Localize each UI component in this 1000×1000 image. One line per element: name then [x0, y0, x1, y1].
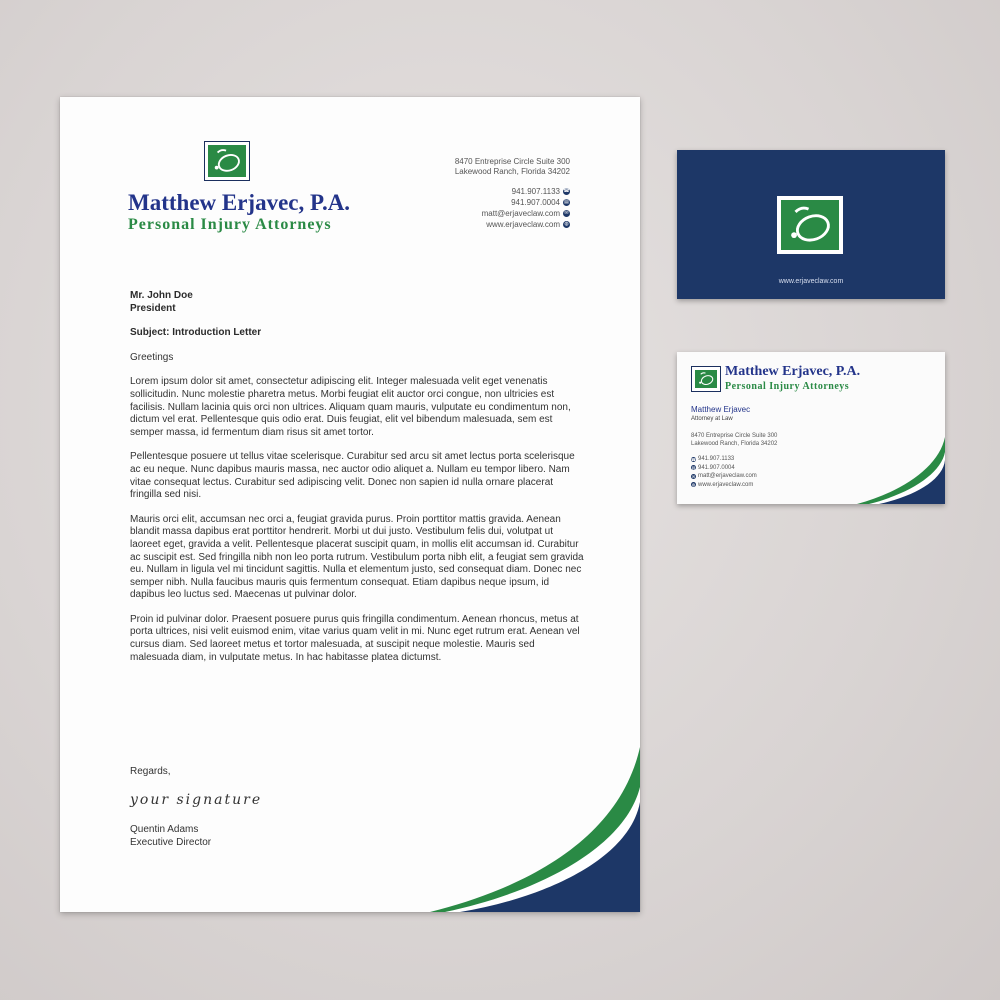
signer-title: Executive Director [130, 837, 212, 848]
business-card-back [677, 150, 945, 299]
card-url[interactable]: www.erjaveclaw.com [778, 278, 844, 285]
contact-web[interactable]: www.erjaveclaw.com ◍ [486, 220, 569, 229]
address-line: 8470 Entreprise Circle Suite 300 [691, 433, 778, 439]
card-person-title: Attorney at Law [691, 416, 733, 422]
letter-closing: Regards, [130, 766, 171, 777]
letter-greeting: Greetings [130, 351, 174, 363]
letter-subject: Subject: Introduction Letter [130, 327, 262, 339]
card-firm-tagline: Personal Injury Attorneys [725, 381, 850, 392]
firm-logo-icon [204, 141, 250, 181]
phone-icon: ☎ [691, 456, 696, 462]
firm-name: Matthew Erjavec, P.A. [128, 190, 351, 215]
card-contact-web[interactable]: ◍ www.erjaveclaw.com [691, 481, 754, 488]
contact-fax: 941.907.0004 ▤ [511, 198, 569, 207]
contact-email[interactable]: matt@erjaveclaw.com ✉ [481, 209, 569, 218]
recipient-name: Mr. John Doe [130, 290, 193, 301]
recipient-title: President [130, 302, 176, 314]
letter-body [130, 290, 585, 676]
card-contact-fax: ▤ 941.907.0004 [691, 464, 735, 471]
signature: your signature [130, 792, 263, 808]
signer-block [130, 823, 211, 849]
letter-paragraph: Pellentesque posuere ut tellus vitae scelerisque. Curabitur sed arcu sit amet lectus porta scelerisque ac eu neque. Nunc dapibus mauris massa, nec auctor odio aliquet a. Nullam eu tempor libero. Nam vitae consequat lectus. Curabitur sed adipiscing velit. Donec non sapien id nulla ornare placerat fringilla sed nisi. [130, 451, 575, 501]
card-contact-phone: ☎ 941.907.1133 [691, 456, 735, 462]
letter-paragraph: Proin id pulvinar dolor. Praesent posuere purus quis fringilla condimentum. Aenean rhoncus, metus at porta ultrices, nisi velit euismod enim, vitae varius quam velit in mi. Nunc eget rutrum erat. Aenean vel cursus diam. Sed laoreet metus et tortor malesuada, at suscipit neque molestie. Mauris sed malesuada diam, in vulputate metus. In hac habitasse platea dictumst. [130, 613, 580, 663]
address-line: 8470 Entreprise Circle Suite 300 [454, 157, 570, 166]
letterhead-paper [60, 97, 640, 912]
email-icon: ✉ [691, 473, 696, 479]
web-icon: ◍ [564, 221, 569, 227]
fax-icon: ▤ [691, 465, 696, 471]
letter-paragraph: Lorem ipsum dolor sit amet, consectetur adipiscing elit. Integer malesuada velit eget venenatis sollicitudin. Nunc molestie pharetra metus. Morbi feugiat elit auctor orci congue, non ultricies est facilisis. Nullam lacinia quis orci non ultrices. Aliquam quam mauris, vulputate eu condimentum non, dictum vel erat. Pellentesque quis odio erat. Duis feugiat, elit vel bibendum malesuada, sem est semper massa, id fermentum diam risus sit amet tortor. [130, 376, 571, 438]
letter-paragraph: Mauris orci elit, accumsan nec orci a, feugiat gravida purus. Proin porttitor mattis gravida. Aenean blandit massa dapibus erat porttitor hendrerit. Morbi ut dui justo. Vestibulum felis dui, volutpat ut laoreet eget, gravida a velit. Pellentesque placerat suscipit quam, in mollis elit accumsan id. Curabitur ac suscipit est. Sed fringilla nibh non leo porta rutrum. Vestibulum porta nibh elit, a feugiat sem gravida eu. Nullam in ligula vel mi tincidunt sagittis. Nulla et elementum justo, sed consequat diam. Donec nec semper nibh. Nulla faucibus mauris quis fermentum consequat. Etiam dapibus neque ipsum, id dapibus leo luctus sed. Maecenas ut pulvinar dolor. [130, 513, 584, 601]
card-address [691, 432, 777, 448]
contact-list [482, 186, 570, 230]
firm-tagline: Personal Injury Attorneys [128, 216, 332, 233]
firm-address [455, 157, 570, 177]
fax-icon: ▤ [564, 199, 569, 205]
card-contact-email[interactable]: ✉ matt@erjaveclaw.com [691, 473, 757, 479]
business-card-front [677, 352, 945, 504]
email-icon: ✉ [564, 210, 569, 216]
web-icon: ◍ [691, 482, 696, 488]
card-firm-name: Matthew Erjavec, P.A. [725, 364, 861, 379]
phone-icon: ☎ [563, 188, 570, 194]
address-line: Lakewood Ranch, Florida 34202 [454, 167, 570, 176]
signer-name: Quentin Adams [130, 824, 199, 835]
address-line: Lakewood Ranch, Florida 34202 [691, 441, 778, 447]
card-contact-list [691, 455, 757, 489]
firm-logo-icon [691, 366, 721, 392]
card-person-name: Matthew Erjavec [691, 405, 751, 414]
contact-phone: 941.907.1133 ☎ [511, 187, 570, 196]
firm-logo-icon [777, 196, 843, 254]
